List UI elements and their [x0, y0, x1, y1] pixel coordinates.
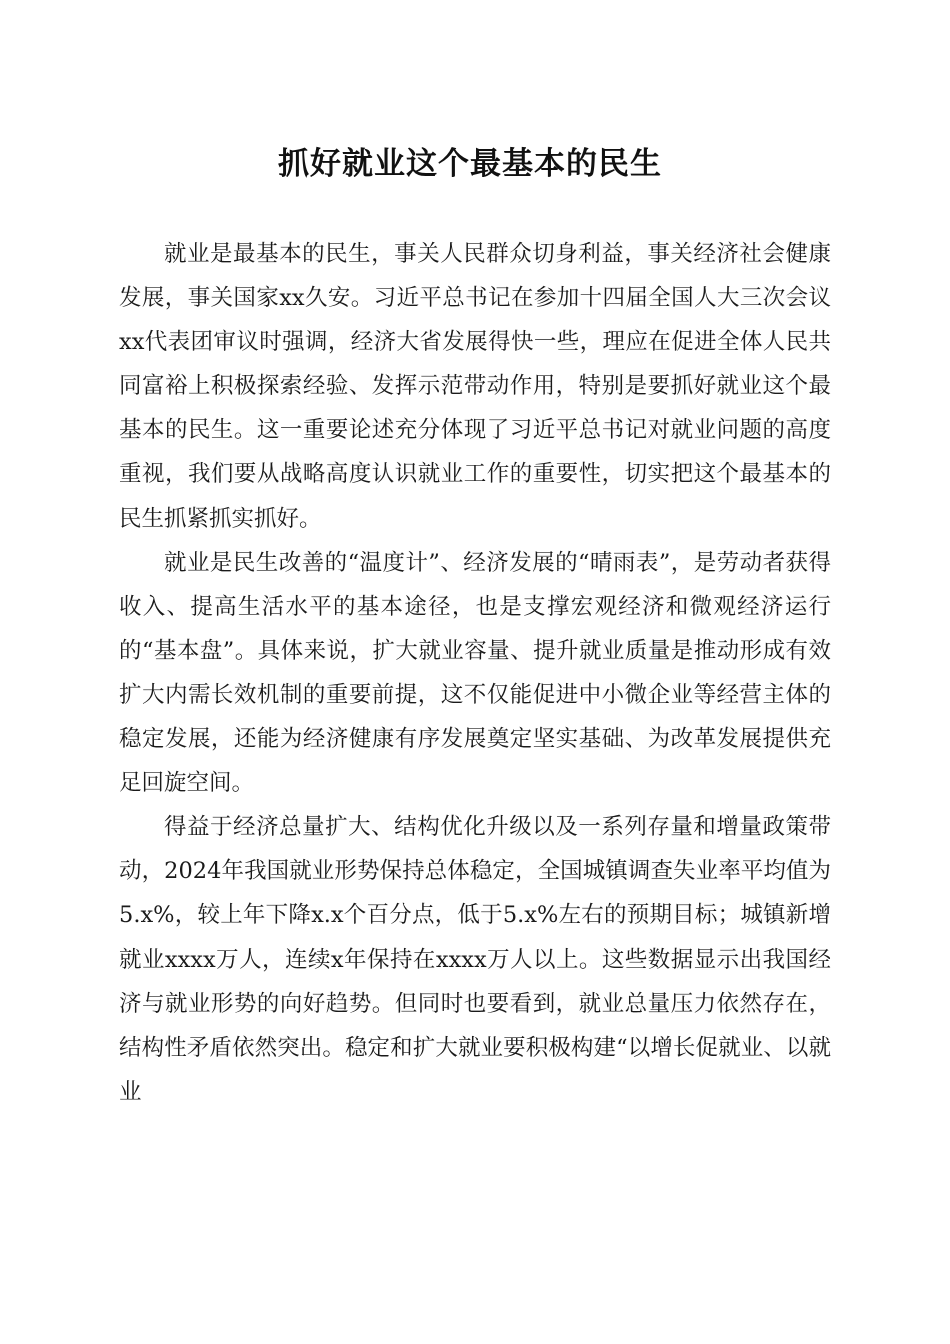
document-body — [119, 232, 831, 1114]
document-title: 抓好就业这个最基本的民生 — [278, 146, 662, 182]
paragraph-3: 得益于经济总量扩大、结构优化升级以及一系列存量和增量政策带动，2024年我国就业形势保持总体稳定，全国城镇调查失业率平均值为5.x%，较上年下降x.x个百分点，低于5.x%左右的预期目标；城镇新增就业xxxx万人，连续x年保持在xxxx万人以上。这些数据显示出我国经济与就业形势的向好趋势。但同时也要看到，就业总量压力依然存在，结构性矛盾依然突出。稳定和扩大就业要积极构建“以增长促就业、以就业 — [119, 814, 831, 1105]
paragraph-2: 就业是民生改善的“温度计”、经济发展的“晴雨表”，是劳动者获得收入、提高生活水平的基本途径，也是支撑宏观经济和微观经济运行的“基本盘”。具体来说，扩大就业容量、提升就业质量是推动形成有效扩大内需长效机制的重要前提，这不仅能促进中小微企业等经营主体的稳定发展，还能为经济健康有序发展奠定坚实基础、为改革发展提供充足回旋空间。 — [119, 549, 831, 797]
paragraph-1: 就业是最基本的民生，事关人民群众切身利益，事关经济社会健康发展，事关国家xx久安。习近平总书记在参加十四届全国人大三次会议xx代表团审议时强调，经济大省发展得快一些，理应在促进全体人民共同富裕上积极探索经验、发挥示范带动作用，特别是要抓好就业这个最基本的民生。这一重要论述充分体现了习近平总书记对就业问题的高度重视，我们要从战略高度认识就业工作的重要性，切实把这个最基本的民生抓紧抓实抓好。 — [119, 241, 831, 532]
